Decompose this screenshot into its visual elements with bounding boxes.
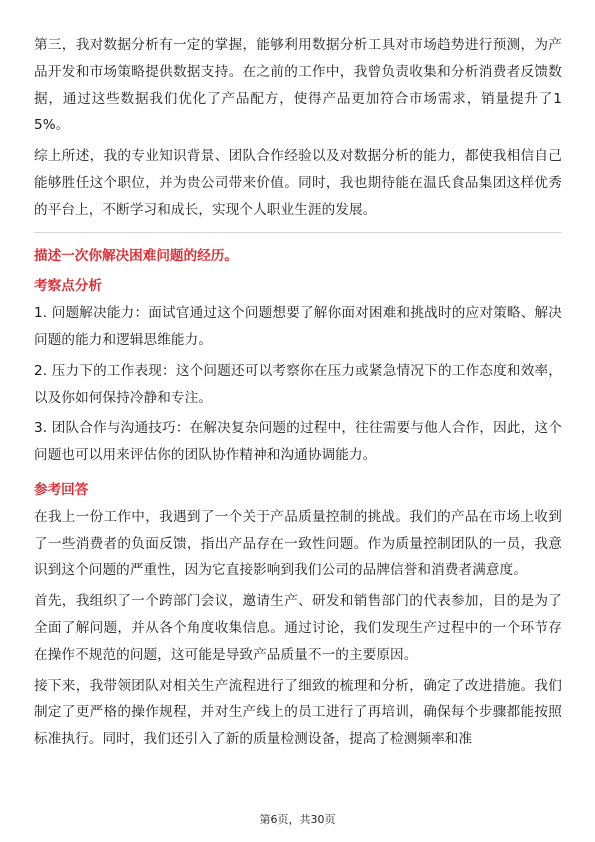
analysis-title: 考察点分析 <box>34 278 102 295</box>
section-divider <box>34 232 562 233</box>
page-content <box>34 32 562 753</box>
interview-question: 描述一次你解决困难问题的经历。 <box>34 247 238 264</box>
analysis-item-3: 3. 团队合作与沟通技巧：在解决复杂问题的过程中，往往需要与他人合作，因此，这个问题也可以用来评估你的团队协作精神和沟通协调能力。 <box>34 420 562 464</box>
answer-paragraph-1: 在我上一份工作中，我遇到了一个关于产品质量控制的挑战。我们的产品在市场上收到了一些消费者的负面反馈，指出产品存在一致性问题。作为质量控制团队的一员，我意识到这个问题的严重性，因为它直接影响到我们公司的品牌信誉和消费者满意度。 <box>34 508 562 579</box>
page-number: 第6页，共30页 <box>259 813 336 826</box>
analysis-item-1: 1. 问题解决能力：面试官通过这个问题想要了解你面对困难和挑战时的应对策略、解决问题的能力和逻辑思维能力。 <box>34 305 562 348</box>
intro-paragraph-2: 综上所述，我的专业知识背景、团队合作经验以及对数据分析的能力，都使我相信自己能够胜任这个职位，并为贵公司带来价值。同时，我也期待能在温氏食品集团这样优秀的平台上，不断学习和成长，实现个人职业生涯的发展。 <box>34 148 562 218</box>
answer-title: 参考回答 <box>34 481 89 498</box>
answer-paragraph-3: 接下来，我带领团队对相关生产流程进行了细致的梳理和分析，确定了改进措施。我们制定了更严格的操作规程，并对生产线上的员工进行了再培训，确保每个步骤都能按照标准执行。同时，我们还引入了新的质量检测设备，提高了检测频率和准 <box>34 677 562 748</box>
answer-paragraph-2: 首先，我组织了一个跨部门会议，邀请生产、研发和销售部门的代表参加，目的是为了全面了解问题，并从各个角度收集信息。通过讨论，我们发现生产过程中的一个环节存在操作不规范的问题，这可能是导致产品质量不一的主要原因。 <box>34 593 562 663</box>
analysis-item-2: 2. 压力下的工作表现：这个问题还可以考察你在压力或紧急情况下的工作态度和效率，以及你如何保持冷静和专注。 <box>34 362 562 406</box>
intro-paragraph-1: 第三，我对数据分析有一定的掌握，能够利用数据分析工具对市场趋势进行预测，为产品开发和市场策略提供数据支持。在之前的工作中，我曾负责收集和分析消费者反馈数据，通过这些数据我们优化了产品配方，使得产品更加符合市场需求，销量提升了15%。 <box>34 37 562 134</box>
